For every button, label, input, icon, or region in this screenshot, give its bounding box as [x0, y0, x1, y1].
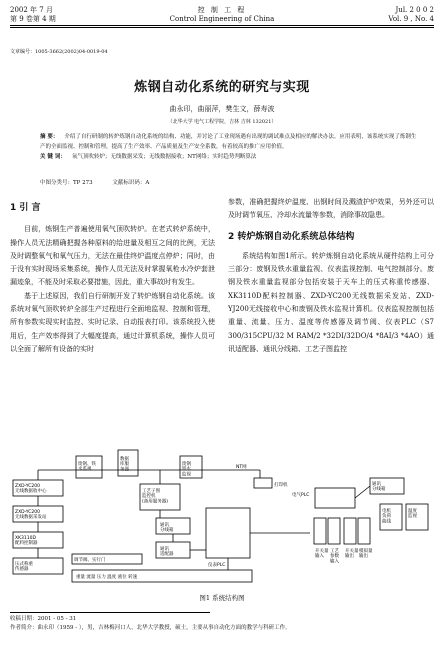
- header-right: [388, 6, 434, 24]
- xk3110d-label: XK3110D 配料控制器: [15, 536, 38, 547]
- keywords: [40, 152, 420, 162]
- affiliation: （北华大学 电气工程学院，吉林 吉林 132021）: [167, 119, 277, 125]
- header-date-en: Jul. 2 0 0 2: [395, 6, 434, 14]
- clc-number: 中图分类号：TP 273: [40, 180, 93, 186]
- keywords-text: 氧气顶吹转炉；无线数据采发；无线数据接收；NT网络；实时趋势判断算法: [71, 154, 257, 160]
- comm-adapter-label: 通讯适配器: [160, 547, 174, 558]
- section2-p1: 系统结构如图1所示。转炉炼钢自动化系统从硬件结构上可分三部分：废钢及铁水重量监视、仪表监视控制、电气控制部分。废钢及铁水重量监视部分包括安装于天车上的压式称重传感器、XK3110D配料控制器、ZXD-YC200无线数据采发站、ZXD-YJ200无线接收中心和废钢及铁水监视计算机。仪表监视控制包括重量、流量、压力、温度等传感器及调节阀、仪表PLC（S7 300/315CPU/32 M RAM/2 *32DI/32DO/4 *8AI/3 *4AO）通讯适配器、通讯分线箱、工艺子图监控: [228, 251, 434, 353]
- header-rule: [10, 25, 434, 26]
- printer-label: 打印机: [274, 483, 288, 488]
- io-process-input-label: 工艺参数输入: [330, 549, 339, 565]
- nt-network-label: NT网: [236, 465, 247, 470]
- process-pc-label: 工艺子图监控机(备用服务器): [142, 489, 169, 505]
- header-volume-cn: 第 9 卷第 4 期: [10, 15, 56, 23]
- article-id: 文章编号：1005-3662(2002)04-0019-04: [10, 49, 108, 55]
- classification: [40, 178, 420, 186]
- data-server-label: 数据库服务器: [120, 457, 129, 473]
- comm-switch-label: 通讯分线箱: [160, 523, 174, 534]
- section1-heading: 1 引 言: [10, 203, 41, 213]
- left-column: [10, 198, 215, 356]
- electrical-plc-box: [315, 488, 355, 508]
- yc200-receiver-label: ZXD-YC200 无线数据收中心: [15, 484, 47, 495]
- motor-curve-label: 电机负荷曲线: [382, 509, 391, 525]
- abstract-text: 介绍了自行研制的转炉炼钢自动化系统的结构、功能，并讨论了工业现场遇有出现的调试难点及相应的解决办法。应用表明，该系统实现了炼钢生产的全面监视、控制和管理，提高了生产效率、产品质量及生产安全系数，有着较高的推广应用价值。: [40, 134, 417, 150]
- figure-caption: 图1 系统结构图: [199, 594, 245, 602]
- io-switch-input-label: 开关量输入: [315, 549, 329, 560]
- system-diagram: [10, 448, 434, 590]
- printer-box: [254, 478, 272, 488]
- authors: 曲永印，曲丽萍，樊生文，薛寿波: [169, 105, 275, 113]
- section1-p1: 目前，炼钢生产普遍使用氧气顶吹转炉。在老式转炉系统中，操作人员无法精确把握各种原料的给进量及相互之间的比例，无法及时调整氧气和氧气压力，无法在最佳终炉温度点停炉；同时，由于没有实时现场采集系统，操作人员无法及时掌握氧枪水冷炉套泄漏迹象，不能及时采取必要措施，因此，重大事故时有发生。: [10, 225, 215, 287]
- right-column: [228, 196, 434, 356]
- section1-continued: 参数，准确把握终炉温度、出钢时间及溅渣护炉效果，另外还可以及时调节氧压、冷却水流量等参数，消除事故隐患。: [228, 198, 434, 220]
- section2-heading: 2 转炉炼钢自动化系统总体结构: [228, 231, 355, 242]
- meter-plc-label: 仪表PLC: [208, 563, 226, 568]
- io-switch-output-label: 开关量输出: [345, 549, 359, 560]
- sensor-label: 压式称重传感器: [15, 562, 33, 573]
- io-analog-output-label: 模拟量输出: [359, 549, 373, 560]
- section1-p2: 基于上述原因，我们自行研制开发了转炉炼钢自动化系统。该系统对氧气顶吹转炉全部生产过程进行全面地监视、控制和管理，所有参数实现实时监控、实时记录、自动报表打印。该系统投入使用后，生产效率得到了大幅度提高，通过计算机系统，操作人员可以全面了解所有设备的实时: [10, 291, 215, 353]
- yc200-station-label: ZXD-YC200 无线数据采发站: [15, 510, 47, 521]
- valve-label: 调节阀、实行门: [74, 558, 106, 563]
- sensor-row-label: 重量 流量 压力 温度 液位 转速: [76, 575, 138, 580]
- footnote-rule: [10, 612, 210, 613]
- header-journal-cn: 控 制 工 程: [197, 6, 247, 14]
- author-bio: 作者简介：曲永印（1959 - ），男，吉林梅河口人，北华大学教授，硕士，主要从事自动化方面的教学与科研工作。: [10, 625, 291, 631]
- header-rule-2: [10, 27, 434, 28]
- header-center: [0, 6, 444, 24]
- header-volume-en: Vol. 9 , No. 4: [388, 15, 434, 23]
- paper-title: 炼钢自动化系统的研究与实现: [134, 80, 310, 95]
- meter-plc-box: [206, 508, 250, 558]
- electrical-plc-label: 电气PLC: [292, 493, 310, 498]
- keywords-label: 关 键 词：: [40, 154, 66, 160]
- scrap-monitor-label: 废钢铁水监视: [182, 462, 191, 478]
- footnotes: [10, 615, 434, 633]
- abstract-label: 摘 要：: [40, 134, 59, 140]
- doc-code: 文献标识码：A: [112, 180, 150, 186]
- scrap-top-label: 废钢、铁水监视: [78, 462, 96, 473]
- comm-switch-2-label: 通讯分线箱: [372, 482, 386, 493]
- received-date: 收稿日期：2001 - 05 - 31: [10, 616, 77, 622]
- header-journal-en: Control Engineering of China: [169, 15, 275, 23]
- header-date-cn: 2002 年 7 月: [10, 6, 53, 14]
- temp-monitor-label: 温度监视: [408, 509, 417, 520]
- abstract: [40, 132, 420, 162]
